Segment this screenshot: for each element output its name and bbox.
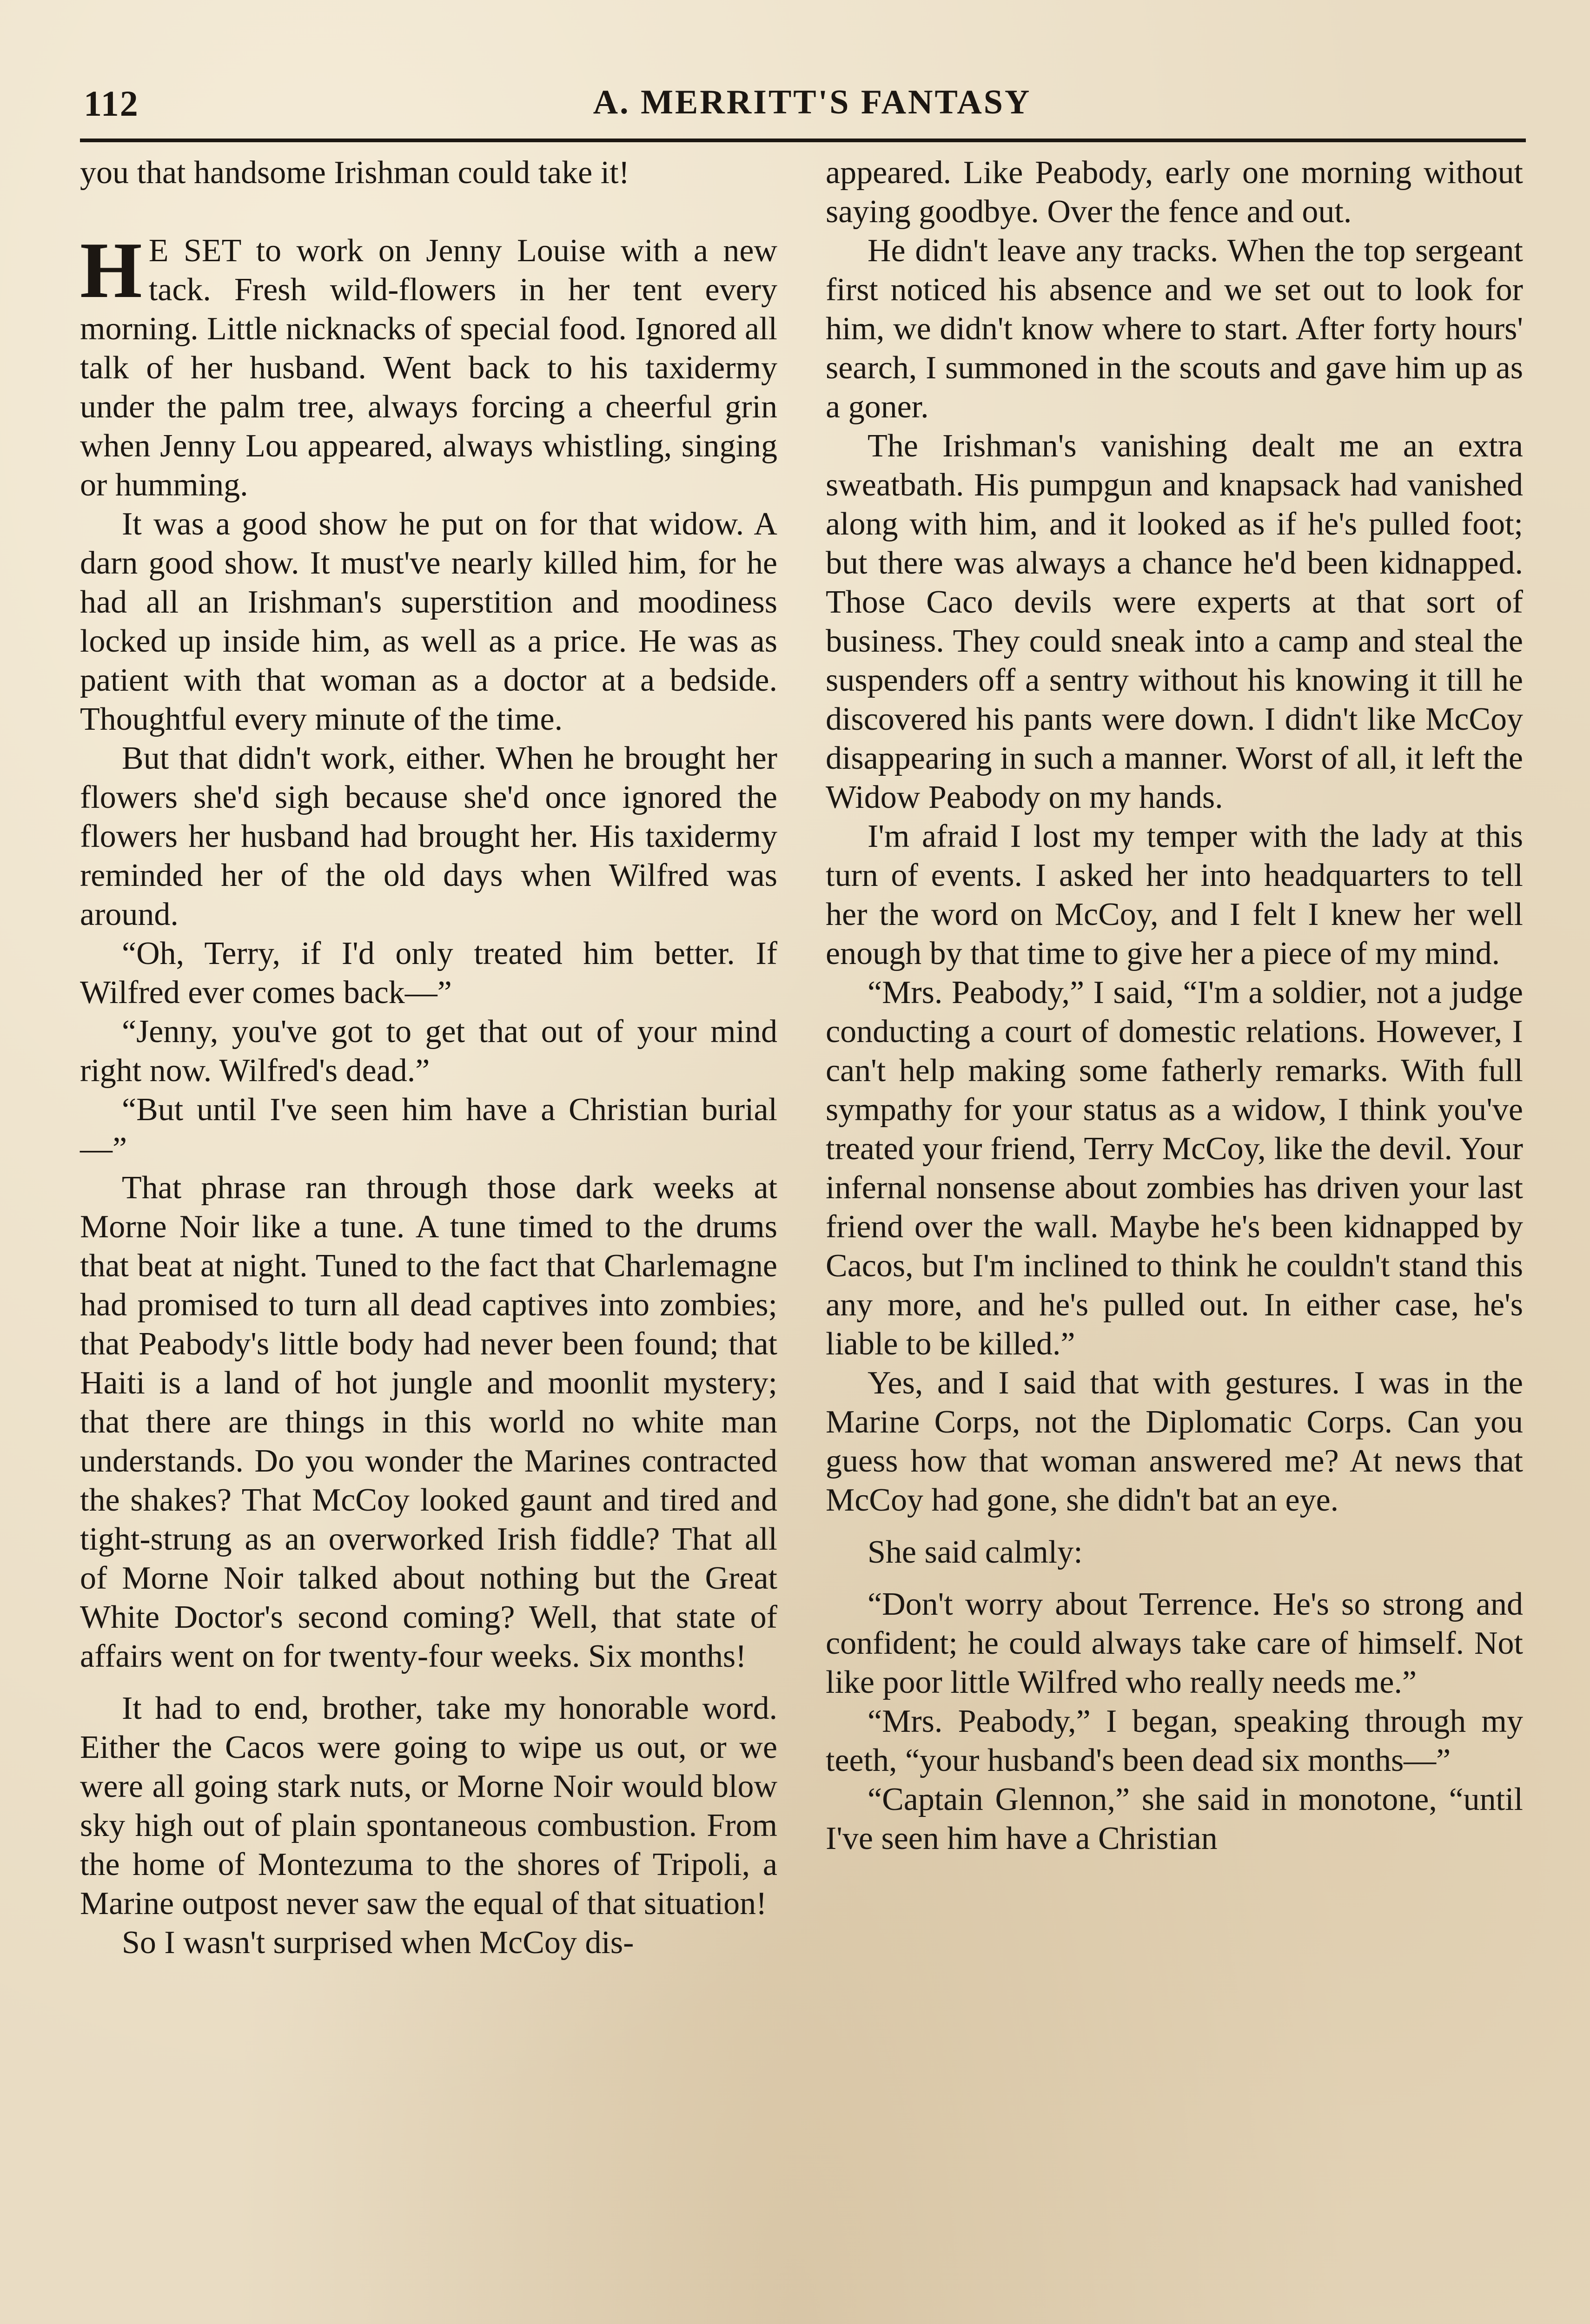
paragraph: “Don't worry about Terrence. He's so strong and confident; he could always take care of himself. Not like poor little Wilfred who really needs me.” xyxy=(826,1586,1523,1700)
page-header xyxy=(80,80,1526,135)
paragraph: I'm afraid I lost my temper with the lady at this turn of events. I asked her into headquarters to tell her the word on McCoy, and I felt I knew her well enough by that time to give her a piece of my mind. xyxy=(826,819,1523,971)
paragraph: “Mrs. Peabody,” I began, speaking through my teeth, “your husband's been dead six months—” xyxy=(826,1703,1523,1778)
paragraph: The Irishman's vanishing dealt me an extra sweatbath. His pumpgun and knapsack had vanished along with him, and it looked as if he's pulled foot; but there was always a chance he'd been kidnapped. Those Caco devils were experts at that sort of business. They could sneak into a camp and steal the suspenders off a sentry without his knowing it till he discovered his pants were down. I didn't like McCoy disappearing in such a manner. Worst of all, it left the Widow Peabody on my hands. xyxy=(826,428,1523,815)
paragraph: “Mrs. Peabody,” I said, “I'm a soldier, not a judge conducting a court of domestic relations. However, I can't help making some fatherly remarks. With full sympathy for your status as a widow, I think you've treated your friend, Terry McCoy, like the devil. Your infernal nonsense about zombies has driven your last friend over the wall. Maybe he's been kidnapped by Cacos, but I'm inclined to think he couldn't stand this any more, and he's pulled out. In either case, he's liable to be killed.” xyxy=(826,975,1523,1362)
paragraph: “Oh, Terry, if I'd only treated him better. If Wilfred ever comes back—” xyxy=(80,936,777,1010)
right-column xyxy=(826,153,1523,1858)
paragraph: But that didn't work, either. When he brought her flowers she'd sigh because she'd once ignored the flowers her husband had brought her. His taxidermy reminded her of the old days when Wilfred was around. xyxy=(80,740,777,932)
paragraph: “Jenny, you've got to get that out of your mind right now. Wilfred's dead.” xyxy=(80,1014,777,1089)
running-head: A. MERRITT'S FANTASY xyxy=(593,83,1032,121)
paragraph: “Captain Glennon,” she said in monotone, “until I've seen him have a Christian xyxy=(826,1782,1523,1856)
paragraph: appeared. Like Peabody, early one morning without saying goodbye. Over the fence and out. xyxy=(826,155,1523,230)
paragraph: “But until I've seen him have a Christian burial—” xyxy=(80,1092,777,1167)
paragraph: It was a good show he put on for that widow. A darn good show. It must've nearly killed him, for he had all an Irishman's superstition and moodiness locked up inside him, as well as a price. He was as patient with that woman as a doctor at a bedside. Thoughtful every minute of the time. xyxy=(80,506,777,737)
left-column xyxy=(80,153,777,1962)
header-rule xyxy=(80,139,1526,142)
dropcap-paragraph-text: E SET to work on Jenny Louise with a new tack. Fresh wild-flowers in her tent every morning. Little nicknacks of special food. Ignored all talk of her husband. Went back to his taxidermy under the palm tree, always forcing a cheerful grin when Jenny Lou appeared, always whistling, singing or humming. xyxy=(80,233,777,503)
paragraph: Yes, and I said that with gestures. I was in the Marine Corps, not the Diplomatic Corps. Can you guess how that woman answered me? At news that McCoy had gone, she didn't bat an eye. xyxy=(826,1365,1523,1518)
paragraph: That phrase ran through those dark weeks at Morne Noir like a tune. A tune timed to the drums that beat at night. Tuned to the fact that Charlemagne had promised to turn all dead captives into zombies; that Peabody's little body had never been found; that Haiti is a land of hot jungle and moonlit mystery; that there are things in this world no white man understands. Do you wonder the Marines contracted the shakes? That McCoy looked gaunt and tired and tight-strung as an overworked Irish fiddle? That all of Morne Noir talked about nothing but the Great White Doctor's second coming? Well, that state of affairs went on for twenty-four weeks. Six months! xyxy=(80,1170,777,1674)
paragraph: So I wasn't surprised when McCoy dis- xyxy=(122,1925,634,1961)
paragraph-dropcap xyxy=(80,226,777,505)
paragraph: He didn't leave any tracks. When the top sergeant first noticed his absence and we set out to look for him, we didn't know where to start. After forty hours' search, I summoned in the scouts and gave him up as a goner. xyxy=(826,233,1523,425)
paragraph: you that handsome Irishman could take it! xyxy=(80,155,629,191)
page-number: 112 xyxy=(84,83,139,124)
paragraph: It had to end, brother, take my honorable word. Either the Cacos were going to wipe us out, or we were all going stark nuts, or Morne Noir would blow sky high out of plain spontaneous combustion. From the home of Montezuma to the shores of Tripoli, a Marine outpost never saw the equal of that situation! xyxy=(80,1690,777,1921)
drop-cap: H xyxy=(80,226,142,315)
paragraph: She said calmly: xyxy=(868,1534,1083,1570)
